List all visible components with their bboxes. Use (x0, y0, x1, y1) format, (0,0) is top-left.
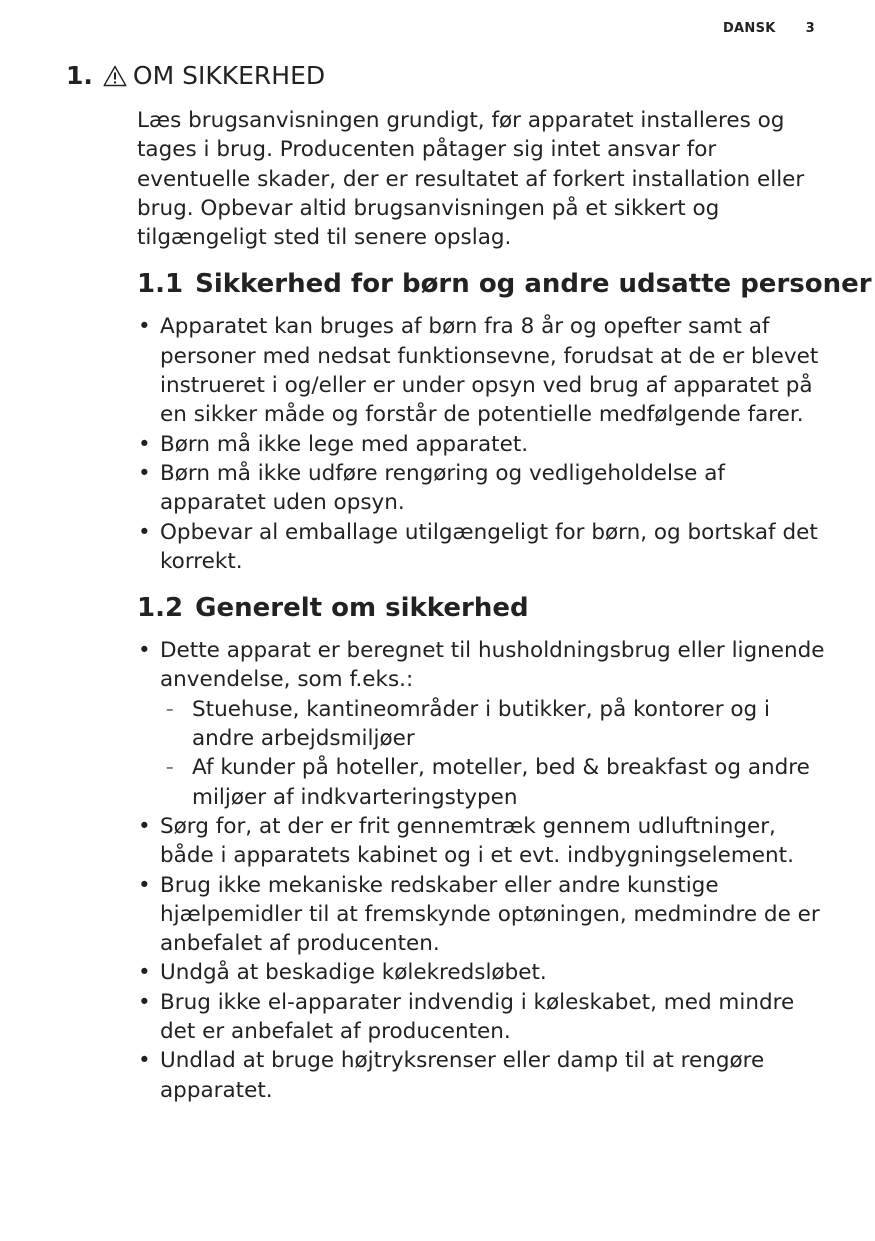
section-number: 1.1 (137, 269, 184, 300)
section-children-safety (137, 268, 872, 576)
chapter-number: 1. (66, 61, 93, 90)
bullet-list (137, 312, 827, 576)
section-general-safety (137, 592, 827, 1105)
page-content (137, 106, 872, 1105)
section-heading (137, 268, 872, 300)
intro-paragraph: Læs brugsanvisningen grundigt, før apparatet installeres og tages i brug. Producenten påtager sig intet ansvar for eventuelle skader, der er resultatet af forkert installation eller brug. Opbevar altid brugsanvisningen på et sikkert og tilgængeligt sted til senere opslag. (137, 108, 805, 251)
running-header (723, 21, 815, 36)
list-item: • Brug ikke mekaniske redskaber eller andre kunstige hjælpemidler til at fremskynde optøningen, medmindre de er anbefalet af producenten. (138, 872, 820, 957)
list-item: • Brug ikke el-apparater indvendig i køleskabet, med mindre det er anbefalet af producenten. (138, 989, 795, 1045)
list-item: • Dette apparat er beregnet til husholdningsbrug eller lignende anvendelse, som f.eks.: – Stuehuse, kantineområder i butikker, på kontorer og i andre arbejdsmiljøer – Af kunder på hoteller, moteller, bed & breakfast og andre miljøer af indkvarteringstypen (137, 636, 827, 812)
page-number: 3 (805, 21, 815, 36)
sub-list-item: – Af kunder på hoteller, moteller, bed & breakfast og andre miljøer af indkvarteringstypen (166, 755, 810, 810)
section-title: Generelt om sikkerhed (195, 593, 529, 624)
header-language: DANSK (722, 21, 776, 36)
list-item: • Børn må ikke lege med apparatet. (138, 431, 529, 457)
sub-list (160, 695, 827, 812)
bullet-list (137, 636, 827, 1105)
list-item: • Undgå at beskadige kølekredsløbet. (138, 960, 547, 986)
chapter-heading: OM SIKKERHED (132, 61, 326, 90)
section-heading (137, 592, 827, 624)
sub-list-item: – Stuehuse, kantineområder i butikker, på kontorer og i andre arbejdsmiljøer (166, 696, 771, 752)
section-title: Sikkerhed for børn og andre udsatte personer (195, 269, 872, 300)
list-item: • Undlad at bruge højtryksrenser eller damp til at rengøre apparatet. (138, 1048, 765, 1103)
list-item: • Opbevar al emballage utilgængeligt for børn, og bortskaf det korrekt. (138, 519, 818, 574)
warning-triangle-icon (103, 65, 127, 87)
list-item: • Børn må ikke udføre rengøring og vedligeholdelse af apparatet uden opsyn. (138, 460, 725, 516)
section-number: 1.2 (137, 593, 184, 624)
chapter-title (66, 61, 325, 90)
list-item: • Sørg for, at der er frit gennemtræk gennem udluftninger, både i apparatets kabinet og i et evt. indbygningselement. (138, 813, 794, 869)
list-item: • Apparatet kan bruges af børn fra 8 år og opefter samt af personer med nedsat funktionsevne, forudsat at de er blevet instrueret i og/eller er under opsyn ved brug af apparatet på en sikker måde og forstår de potentielle medfølgende farer. (138, 314, 819, 428)
